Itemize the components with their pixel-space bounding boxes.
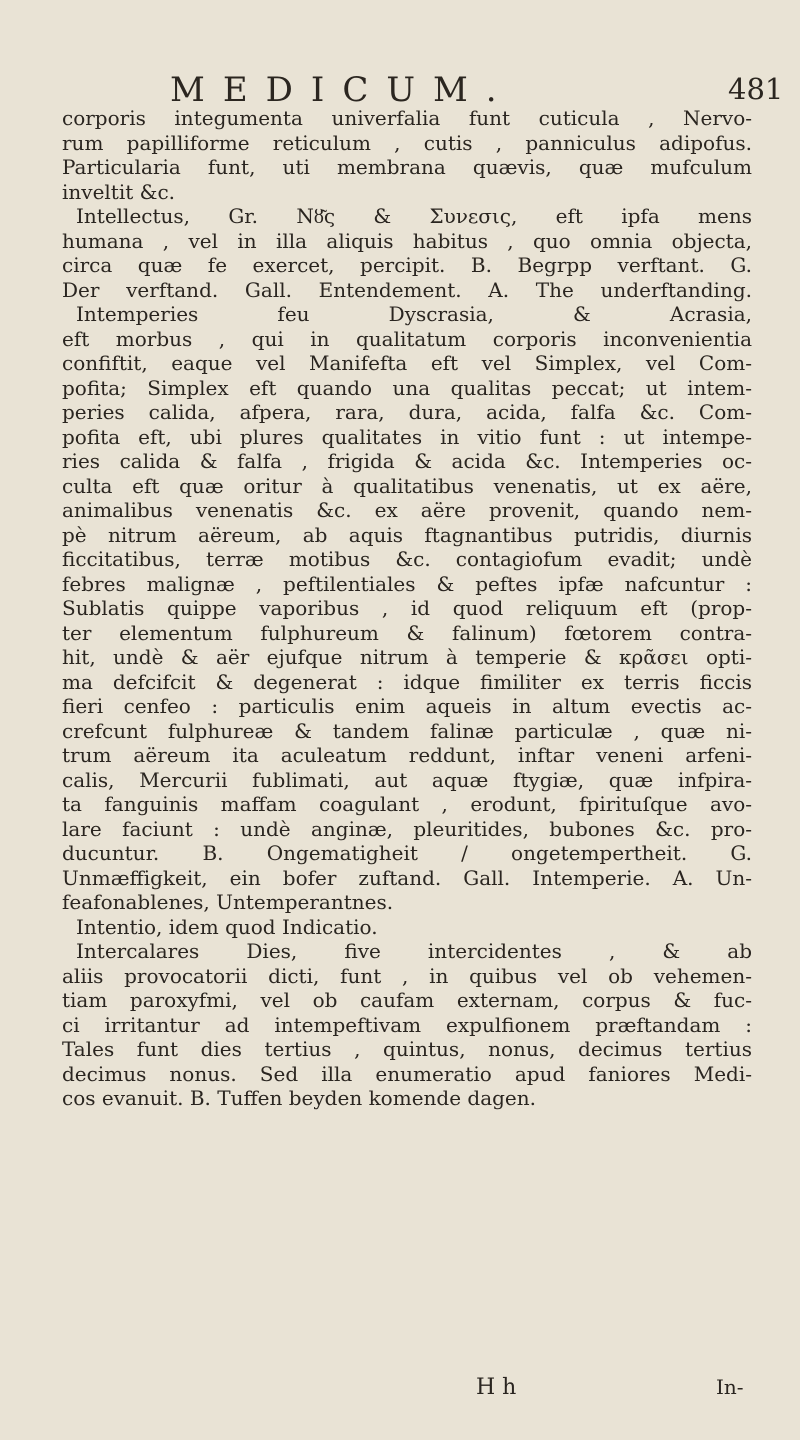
text-line: rum papilliforme reticulum , cutis , panniculus adipofus. [62, 130, 752, 155]
text-line: corporis integumenta univerfalia funt cuticula , Nervo- [62, 106, 752, 130]
catchword: In- [716, 1375, 744, 1399]
text-line: pofita eft, ubi plures qualitates in vitio funt : ut intempe- [62, 424, 752, 449]
text-line: inveltit &c. [62, 179, 175, 204]
text-line: eft morbus , qui in qualitatum corporis inconvenientia [62, 326, 752, 351]
running-head: MEDICUM. [170, 70, 515, 110]
text-line: feafonablenes, Untemperantnes. [62, 890, 394, 914]
entry-intellectus: Intellectus, Gr. Νȣ͂ς & Συνεσις, eft ipfa mens [76, 204, 752, 228]
text-line: Tales funt dies tertius , quintus, nonus, decimus tertius [62, 1037, 752, 1061]
text-line: ma defcifcit & degenerat : idque fimiliter ex terris ficcis [62, 669, 752, 694]
text-line: ci irritantur ad intempeftivam expulfionem præftandam : [62, 1012, 752, 1037]
entry-intentio: Intentio, idem quod Indicatio. [76, 914, 378, 939]
body-text [62, 106, 752, 1111]
text-line: peries calida, afpera, rara, dura, acida, falfa &c. Com- [62, 400, 752, 424]
text-line: tiam paroxyfmi, vel ob caufam externam, corpus & fuc- [62, 988, 752, 1012]
text-line: pè nitrum aëreum, ab aquis ftagnantibus putridis, diurnis [62, 522, 752, 547]
entry-intercalares-dies: Intercalares Dies, five intercidentes , & ab [76, 939, 752, 963]
text-line: Sublatis quippe vaporibus , id quod reliquum eft (prop- [62, 596, 752, 620]
text-line: hit, undè & aër ejufque nitrum à temperie & κρᾶσει opti- [62, 645, 752, 669]
text-line: Unmæffigkeit, ein bofer zuftand. Gall. Intemperie. A. Un- [62, 865, 752, 890]
text-line: ducuntur. B. Ongematigheit / ongetempertheit. G. [62, 841, 752, 865]
text-line: animalibus venenatis &c. ex aëre provenit, quando nem- [62, 498, 752, 522]
signature-mark: H h [476, 1375, 517, 1400]
text-line: ter elementum fulphureum & falinum) fœtorem contra- [62, 620, 752, 645]
text-line: ries calida & falfa , frigida & acida &c. Intemperies oc- [62, 449, 752, 473]
text-line: Particularia funt, uti membrana quævis, quæ mufculum [62, 155, 752, 179]
text-line: febres malignæ , peftilentiales & peftes ipfæ nafcuntur : [62, 571, 752, 596]
text-line: pofita; Simplex eft quando una qualitas peccat; ut intem- [62, 375, 752, 400]
text-line: confiftit, eaque vel Manifefta eft vel Simplex, vel Com- [62, 351, 752, 375]
text-line: trum aëreum ita aculeatum reddunt, inftar veneni arfeni- [62, 743, 752, 767]
text-line: aliis provocatorii dicti, funt , in quibus vel ob vehemen- [62, 963, 752, 988]
text-line: Der verftand. Gall. Entendement. A. The underftanding. [62, 277, 752, 302]
entry-intemperies: Intemperies feu Dyscrasia, & Acrasia, [76, 302, 752, 326]
page-number: 481 [728, 72, 784, 106]
page-header [0, 70, 800, 110]
text-line: circa quæ fe exercet, percipit. B. Begrpp verftant. G. [62, 253, 752, 277]
text-line: humana , vel in illa aliquis habitus , quo omnia objecta, [62, 228, 752, 253]
text-line: cos evanuit. B. Tuffen beyden komende dagen. [62, 1086, 537, 1110]
page-footer [0, 1375, 800, 1405]
text-line: fieri cenfeo : particulis enim aqueis in altum evectis ac- [62, 694, 752, 718]
text-line: ficcitatibus, terræ motibus &c. contagiofum evadit; undè [62, 547, 752, 571]
text-line: decimus nonus. Sed illa enumeratio apud faniores Medi- [62, 1061, 752, 1086]
text-line: crefcunt fulphureæ & tandem falinæ particulæ , quæ ni- [62, 718, 752, 743]
text-line: culta eft quæ oritur à qualitatibus venenatis, ut ex aëre, [62, 473, 752, 498]
text-line: ta fanguinis maffam coagulant , erodunt, fpirituſque avo- [62, 792, 752, 816]
text-line: lare faciunt : undè anginæ, pleuritides, bubones &c. pro- [62, 816, 752, 841]
text-line: calis, Mercurii fublimati, aut aquæ ftygiæ, quæ infpira- [62, 767, 752, 792]
